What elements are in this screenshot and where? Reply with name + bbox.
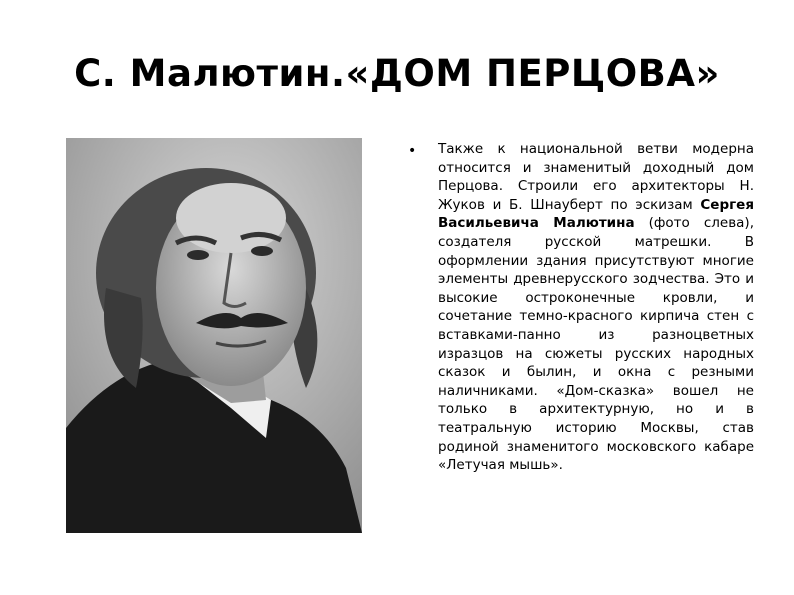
body-paragraph (438, 140, 754, 475)
bullet-marker: • (408, 143, 417, 159)
body-text-part1: Также к национальной ветви модерна относится и знаменитый доходный дом Перцова. Строили его архитекторы Н. Жуков и Б. Шнауберт по эскизам (438, 141, 754, 213)
body-text-bold-name: Сергея Васильевича Малютина (438, 196, 754, 232)
slide-title: С. Малютин.«ДОМ ПЕРЦОВА» (74, 52, 720, 95)
body-text-part2: (фото слева), создателя русской матрешки. В оформлении здания присутствуют многие элементы древнерусского зодчества. Это и высокие остроконечные кровли, и сочетание темно-красного кирпича стен с вставками-панно из разноцветных изразцов на сюжеты русских народных сказок и былин, и окна с резными наличниками. «Дом-сказка» вошел не только в архитектурную, но и в театральную историю Москвы, став родиной знаменитого московского кабаре «Летучая мышь». (438, 215, 754, 474)
portrait-photo (66, 138, 362, 533)
